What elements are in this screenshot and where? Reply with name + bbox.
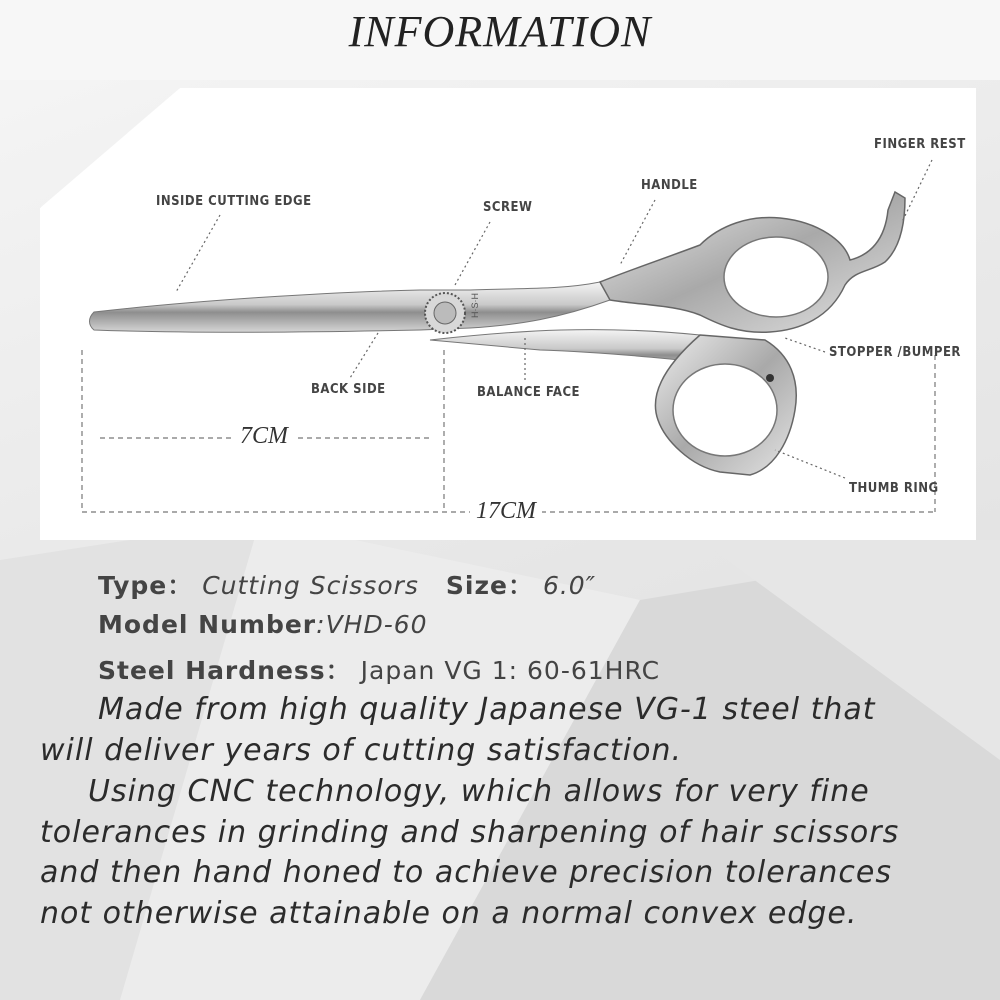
label-handle: HANDLE: [641, 178, 698, 193]
model-label: Model Number: [98, 610, 317, 639]
page-title: INFORMATION: [348, 7, 652, 56]
dimension-lines: [82, 350, 935, 512]
label-inside-cutting-edge: INSIDE CUTTING EDGE: [156, 194, 312, 209]
description-line: tolerances in grinding and sharpening of hair scissors: [40, 814, 900, 850]
label-screw: SCREW: [483, 200, 533, 215]
label-stopper-bumper: STOPPER /BUMPER: [829, 345, 961, 360]
description-paragraph-2: [40, 772, 970, 934]
dimension-blade-length: 7CM: [234, 423, 294, 450]
dimension-total-length: 17CM: [470, 498, 542, 525]
description-line: will deliver years of cutting satisfaction.: [40, 732, 683, 768]
label-balance-face: BALANCE FACE: [477, 385, 581, 400]
spec-type-size: [98, 566, 596, 602]
size-value: 6.0″: [542, 571, 597, 600]
screw-icon: [425, 293, 465, 333]
description-line: and then hand honed to achieve precision tolerances: [40, 855, 893, 890]
description-line: Made from high quality Japanese VG-1 steel that: [98, 692, 876, 727]
blade-marking: H·S·H: [470, 293, 480, 318]
size-label: Size：: [445, 571, 534, 600]
spec-hardness: [98, 651, 660, 687]
thumb-blade-icon: [430, 330, 796, 475]
hardness-value: Japan VG 1: 60-61HRC: [360, 656, 661, 685]
label-back-side: BACK SIDE: [311, 382, 386, 397]
description-line: not otherwise attainable on a normal convex edge.: [40, 895, 858, 931]
label-thumb-ring: THUMB RING: [849, 481, 939, 496]
type-label: Type：: [98, 571, 194, 600]
description-line: Using CNC technology, which allows for very fine: [88, 774, 870, 809]
description-paragraph-1: [40, 690, 970, 771]
spec-model: [98, 610, 428, 639]
label-finger-rest: FINGER REST: [874, 137, 966, 152]
type-value: Cutting Scissors: [202, 571, 419, 600]
model-value: :VHD-60: [316, 610, 428, 639]
hardness-label: Steel Hardness：: [98, 656, 352, 685]
